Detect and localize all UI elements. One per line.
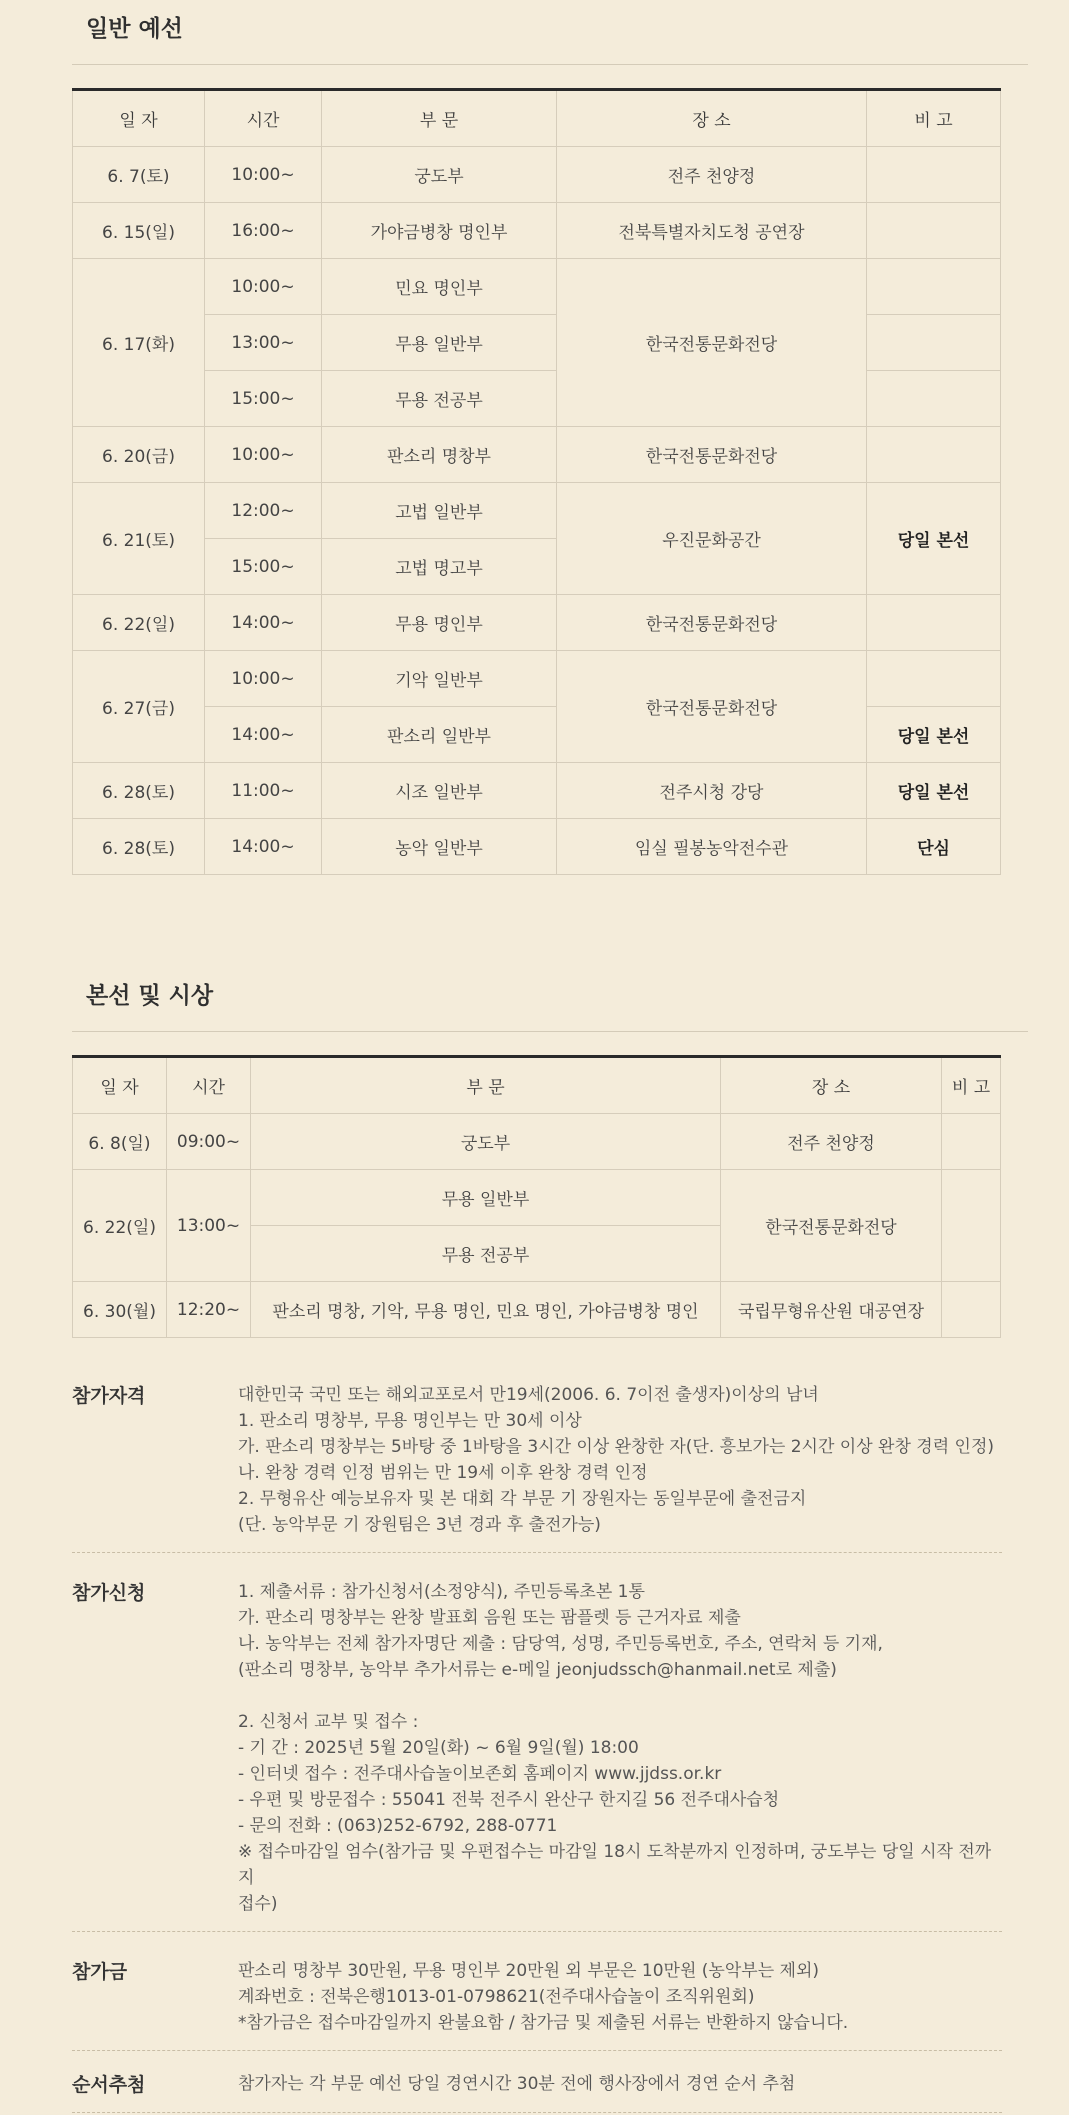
cell-division: 무용 전공부 <box>251 1226 721 1282</box>
cell-date: 6. 20(금) <box>73 427 205 483</box>
table-row <box>73 819 1001 875</box>
cell-note <box>942 1282 1001 1338</box>
col-header-note: 비 고 <box>942 1057 1001 1114</box>
cell-venue: 한국전통문화전당 <box>721 1170 942 1282</box>
cell-note <box>867 259 1001 315</box>
application-line: 1. 제출서류 : 참가신청서(소정양식), 주민등록초본 1통 <box>238 1582 645 1602</box>
application-line <box>238 1683 1002 1709</box>
application-line: - 문의 전화 : (063)252-6792, 288-0771 <box>238 1816 558 1836</box>
col-header-venue: 장 소 <box>721 1057 942 1114</box>
table-row <box>73 1170 1001 1226</box>
table-row <box>73 1114 1001 1170</box>
col-header-division: 부 문 <box>322 90 557 147</box>
cell-note <box>867 147 1001 203</box>
cell-date: 6. 22(일) <box>73 1170 167 1282</box>
cell-date: 6. 28(토) <box>73 819 205 875</box>
col-header-time: 시간 <box>205 90 322 147</box>
cell-division: 궁도부 <box>322 147 557 203</box>
cell-venue: 한국전통문화전당 <box>557 595 867 651</box>
cell-note: 단심 <box>867 819 1001 875</box>
table-row <box>73 427 1001 483</box>
cell-venue: 임실 필봉농악전수관 <box>557 819 867 875</box>
cell-date: 6. 28(토) <box>73 763 205 819</box>
fee-label: 참가금 <box>72 1961 128 1983</box>
eligibility-line: 2. 무형유산 예능보유자 및 본 대회 각 부문 기 장원자는 동일부문에 출전금지 <box>238 1489 807 1509</box>
cell-time: 10:00~ <box>205 651 322 707</box>
table-row <box>73 203 1001 259</box>
cell-time: 12:00~ <box>205 483 322 539</box>
cell-division: 무용 일반부 <box>322 315 557 371</box>
cell-venue: 우진문화공간 <box>557 483 867 595</box>
cell-time: 14:00~ <box>205 819 322 875</box>
cell-note <box>867 371 1001 427</box>
cell-note: 당일 본선 <box>867 763 1001 819</box>
cell-venue: 한국전통문화전당 <box>557 651 867 763</box>
order-label: 순서추첨 <box>72 2074 146 2096</box>
table-row <box>73 595 1001 651</box>
application-line: - 인터넷 접수 : 전주대사습놀이보존회 홈페이지 www.jjdss.or.kr <box>238 1764 722 1784</box>
cell-note: 당일 본선 <box>867 707 1001 763</box>
cell-venue: 국립무형유산원 대공연장 <box>721 1282 942 1338</box>
cell-division: 판소리 명창, 기악, 무용 명인, 민요 명인, 가야금병창 명인 <box>251 1282 721 1338</box>
cell-note <box>867 595 1001 651</box>
cell-note <box>942 1114 1001 1170</box>
cell-venue: 한국전통문화전당 <box>557 259 867 427</box>
cell-date: 6. 15(일) <box>73 203 205 259</box>
fee-line: 판소리 명창부 30만원, 무용 명인부 20만원 외 부문은 10만원 (농악부는 제외) <box>238 1961 819 1981</box>
order-line: 참가자는 각 부문 예선 당일 경연시간 30분 전에 행사장에서 경연 순서 추첨 <box>238 2074 796 2094</box>
cell-division: 무용 명인부 <box>322 595 557 651</box>
eligibility-label: 참가자격 <box>72 1385 146 1407</box>
cell-division: 고법 명고부 <box>322 539 557 595</box>
cell-venue: 한국전통문화전당 <box>557 427 867 483</box>
cell-date: 6. 27(금) <box>73 651 205 763</box>
eligibility-line: 대한민국 국민 또는 해외교포로서 만19세(2006. 6. 7이전 출생자)이상의 남녀 <box>238 1385 819 1405</box>
cell-date: 6. 7(토) <box>73 147 205 203</box>
table-header-row <box>73 1057 1001 1114</box>
prelim-section-title: 일반 예선 <box>86 16 183 42</box>
cell-division: 시조 일반부 <box>322 763 557 819</box>
eligibility-line: 나. 완창 경력 인정 범위는 만 19세 이후 완창 경력 인정 <box>238 1463 648 1483</box>
cell-time: 16:00~ <box>205 203 322 259</box>
cell-division: 무용 전공부 <box>322 371 557 427</box>
cell-time: 12:20~ <box>167 1282 251 1338</box>
cell-note <box>867 651 1001 707</box>
cell-note: 당일 본선 <box>867 483 1001 595</box>
cell-note <box>867 427 1001 483</box>
prelim-title-divider <box>72 64 1028 65</box>
cell-date: 6. 22(일) <box>73 595 205 651</box>
table-row <box>73 651 1001 707</box>
cell-time: 11:00~ <box>205 763 322 819</box>
cell-division: 고법 일반부 <box>322 483 557 539</box>
fee-line: *참가금은 접수마감일까지 완불요함 / 참가금 및 제출된 서류는 반환하지 않습니다. <box>238 2013 849 2033</box>
application-line: (판소리 명창부, 농악부 추가서류는 e-메일 jeonjudssch@hanmail.net로 제출) <box>238 1660 837 1680</box>
col-header-note: 비 고 <box>867 90 1001 147</box>
col-header-time: 시간 <box>167 1057 251 1114</box>
order-row <box>72 2051 1002 2113</box>
cell-time: 13:00~ <box>205 315 322 371</box>
cell-note <box>867 203 1001 259</box>
cell-venue: 전주 천양정 <box>721 1114 942 1170</box>
cell-time: 10:00~ <box>205 259 322 315</box>
cell-time: 10:00~ <box>205 147 322 203</box>
application-line: 나. 농악부는 전체 참가자명단 제출 : 담당역, 성명, 주민등록번호, 주소, 연락처 등 기재, <box>238 1634 883 1654</box>
application-line: - 우편 및 방문접수 : 55041 전북 전주시 완산구 한지길 56 전주대사습청 <box>238 1790 780 1810</box>
cell-time: 15:00~ <box>205 539 322 595</box>
cell-time: 14:00~ <box>205 595 322 651</box>
application-row <box>72 1553 1002 1932</box>
col-header-venue: 장 소 <box>557 90 867 147</box>
cell-date: 6. 8(일) <box>73 1114 167 1170</box>
cell-venue: 전주 천양정 <box>557 147 867 203</box>
cell-division: 기악 일반부 <box>322 651 557 707</box>
table-row <box>73 763 1001 819</box>
final-section-title: 본선 및 시상 <box>86 983 214 1009</box>
eligibility-body <box>238 1382 1002 1538</box>
cell-venue: 전북특별자치도청 공연장 <box>557 203 867 259</box>
cell-date: 6. 21(토) <box>73 483 205 595</box>
info-section <box>72 1368 1002 2113</box>
application-line: 가. 판소리 명창부는 완창 발표회 음원 또는 팜플렛 등 근거자료 제출 <box>238 1608 741 1628</box>
table-header-row <box>73 90 1001 147</box>
col-header-division: 부 문 <box>251 1057 721 1114</box>
table-row <box>73 147 1001 203</box>
table-row <box>73 1282 1001 1338</box>
order-body <box>238 2071 1002 2098</box>
cell-division: 궁도부 <box>251 1114 721 1170</box>
eligibility-row <box>72 1368 1002 1553</box>
table-row <box>73 483 1001 539</box>
cell-time: 14:00~ <box>205 707 322 763</box>
cell-venue: 전주시청 강당 <box>557 763 867 819</box>
final-schedule-table <box>72 1055 1001 1338</box>
final-title-divider <box>72 1031 1028 1032</box>
cell-division: 민요 명인부 <box>322 259 557 315</box>
cell-division: 판소리 일반부 <box>322 707 557 763</box>
fee-body <box>238 1958 1002 2036</box>
cell-time: 10:00~ <box>205 427 322 483</box>
application-line: 2. 신청서 교부 및 접수 : <box>238 1712 419 1732</box>
eligibility-line: (단. 농악부문 기 장원팀은 3년 경과 후 출전가능) <box>238 1515 601 1535</box>
cell-division: 판소리 명창부 <box>322 427 557 483</box>
cell-division: 농악 일반부 <box>322 819 557 875</box>
eligibility-line: 1. 판소리 명창부, 무용 명인부는 만 30세 이상 <box>238 1411 582 1431</box>
application-line: ※ 접수마감일 엄수(참가금 및 우편접수는 마감일 18시 도착분까지 인정하며, 궁도부는 당일 시작 전까지 <box>238 1842 992 1888</box>
application-line: - 기 간 : 2025년 5월 20일(화) ~ 6월 9일(월) 18:00 <box>238 1738 639 1758</box>
cell-division: 가야금병창 명인부 <box>322 203 557 259</box>
col-header-date: 일 자 <box>73 1057 167 1114</box>
col-header-date: 일 자 <box>73 90 205 147</box>
table-row <box>73 259 1001 315</box>
application-label: 참가신청 <box>72 1582 146 1604</box>
cell-time: 13:00~ <box>167 1170 251 1282</box>
eligibility-line: 가. 판소리 명창부는 5바탕 중 1바탕을 3시간 이상 완창한 자(단. 흥보가는 2시간 이상 완창 경력 인정) <box>238 1437 995 1457</box>
fee-line: 계좌번호 : 전북은행1013-01-0798621(전주대사습놀이 조직위원회) <box>238 1987 755 2007</box>
cell-time: 15:00~ <box>205 371 322 427</box>
cell-note <box>942 1170 1001 1282</box>
prelim-schedule-table <box>72 88 1001 875</box>
cell-division: 무용 일반부 <box>251 1170 721 1226</box>
cell-note <box>867 315 1001 371</box>
cell-time: 09:00~ <box>167 1114 251 1170</box>
fee-row <box>72 1932 1002 2051</box>
cell-date: 6. 30(월) <box>73 1282 167 1338</box>
application-line: 접수) <box>238 1894 278 1914</box>
application-body <box>238 1579 1002 1917</box>
cell-date: 6. 17(화) <box>73 259 205 427</box>
